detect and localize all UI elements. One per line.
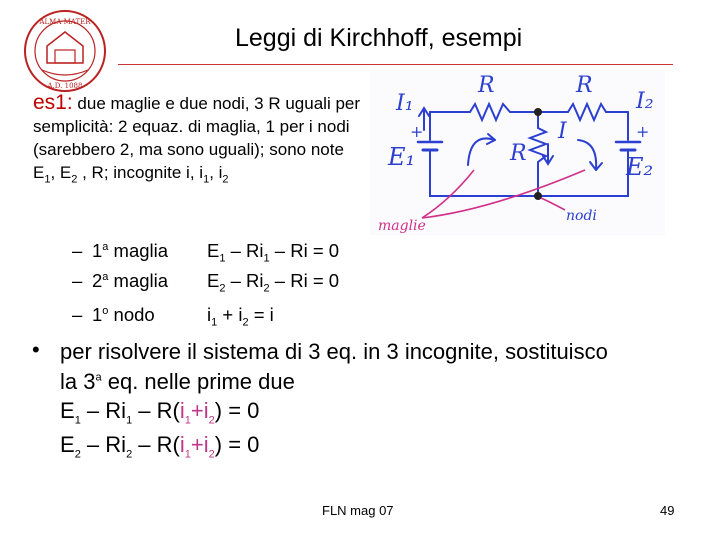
page-title: Leggi di Kirchhoff, esempi <box>235 24 523 52</box>
fe-b: – R( <box>132 398 180 423</box>
fe-i2: i <box>203 398 209 423</box>
intro-body: due maglie e due nodi, 3 R uguali per semplicità: 2 equaz. di maglia, 1 per i nodi (sarebbero 2, ma sono uguali); sono note E <box>33 94 361 182</box>
fe-e: E <box>60 432 75 457</box>
equation-label <box>92 240 168 262</box>
eq-tail: = i <box>248 304 274 325</box>
sub: 2 <box>74 448 81 461</box>
intro-e-sep: , E <box>50 163 72 182</box>
intro-knowns-tail: , R; incognite i, i <box>77 163 204 182</box>
label-r-mid: R <box>510 141 527 166</box>
label-i2: I₂ <box>636 89 654 114</box>
sub: 1 <box>74 414 81 427</box>
label-i: I <box>558 119 567 144</box>
sub: 1 <box>211 316 218 329</box>
label-nodi: nodi <box>566 208 597 224</box>
sub: 2 <box>219 282 226 295</box>
sub: 2 <box>126 448 133 461</box>
list-dash: – <box>72 270 83 291</box>
sub: 1 <box>44 173 51 186</box>
fe-close: ) = 0 <box>214 398 260 423</box>
equation-mesh-1 <box>207 240 340 265</box>
label-e2: E₂ <box>626 153 654 181</box>
fe-plus: + <box>190 432 204 457</box>
sub: 1 <box>184 448 191 461</box>
fe-e: E <box>60 398 75 423</box>
label-sup: a <box>102 240 109 253</box>
equation-label <box>92 304 155 326</box>
label-sup: o <box>102 304 109 317</box>
bullet-line-1: per risolvere il sistema di 3 eq. in 3 incognite, sostituisco <box>60 339 608 364</box>
fe-i2: i <box>203 432 209 457</box>
label-text: nodo <box>108 304 155 325</box>
intro-text <box>33 91 363 184</box>
list-dash: – <box>72 304 83 325</box>
page-number: 49 <box>660 503 675 518</box>
line2sup: a <box>95 371 102 384</box>
bullet-line-2 <box>60 367 700 397</box>
label-text: maglia <box>108 270 169 291</box>
university-seal-logo <box>22 8 108 94</box>
final-equation-1 <box>60 398 260 427</box>
title-underline <box>118 64 673 65</box>
fe-a: – Ri <box>80 398 127 423</box>
fe-close: ) = 0 <box>214 432 260 457</box>
sub: 2 <box>242 316 249 329</box>
circuit-diagram <box>370 70 665 235</box>
eq-plus: + i <box>217 304 243 325</box>
sub: 2 <box>208 448 215 461</box>
label-num: 1 <box>92 304 103 325</box>
eq-a: i <box>207 304 212 325</box>
svg-text:A.D. 1088: A.D. 1088 <box>47 82 83 90</box>
eq-mid: – Ri <box>225 240 264 261</box>
final-equation-2 <box>60 432 260 461</box>
example-label: es1: <box>33 91 73 114</box>
list-dash: – <box>72 240 83 261</box>
fe-i1: i <box>179 432 185 457</box>
svg-text:ALMA MATER: ALMA MATER <box>39 18 91 26</box>
label-plus-left: + <box>410 122 424 141</box>
line2b: eq. nelle prime due <box>101 369 295 394</box>
label-r-right: R <box>576 73 593 98</box>
label-plus-right: + <box>636 122 650 141</box>
intro-unknowns-sep: , i <box>209 163 223 182</box>
sub: 2 <box>222 173 229 186</box>
eq-e: E <box>207 270 220 291</box>
sub: 1 <box>203 173 210 186</box>
sub: 2 <box>71 173 78 186</box>
equation-label <box>92 270 168 292</box>
label-text: maglia <box>108 240 169 261</box>
eq-mid: – Ri <box>225 270 264 291</box>
sub: 2 <box>208 414 215 427</box>
eq-tail: – Ri = 0 <box>269 240 340 261</box>
fe-i1: i <box>179 398 185 423</box>
fe-plus: + <box>190 398 204 423</box>
eq-e: E <box>207 240 220 261</box>
fe-b: – R( <box>132 432 180 457</box>
bullet-glyph: • <box>32 337 40 362</box>
bullet-text <box>60 337 700 397</box>
label-i1: I₁ <box>396 91 414 116</box>
label-e1: E₁ <box>388 143 416 171</box>
equation-node <box>207 304 274 329</box>
label-sup: a <box>102 270 109 283</box>
label-r-left: R <box>478 73 495 98</box>
sub: 1 <box>126 414 133 427</box>
equation-mesh-2 <box>207 270 340 295</box>
label-num: 2 <box>92 270 103 291</box>
fe-a: – Ri <box>80 432 127 457</box>
sub: 2 <box>263 282 270 295</box>
eq-tail: – Ri = 0 <box>269 270 340 291</box>
line2a: la 3 <box>60 369 96 394</box>
sub: 1 <box>184 414 191 427</box>
sub: 1 <box>219 252 226 265</box>
footer-text: FLN mag 07 <box>322 503 394 518</box>
label-num: 1 <box>92 240 103 261</box>
label-maglie: maglie <box>378 218 426 234</box>
sub: 1 <box>263 252 270 265</box>
